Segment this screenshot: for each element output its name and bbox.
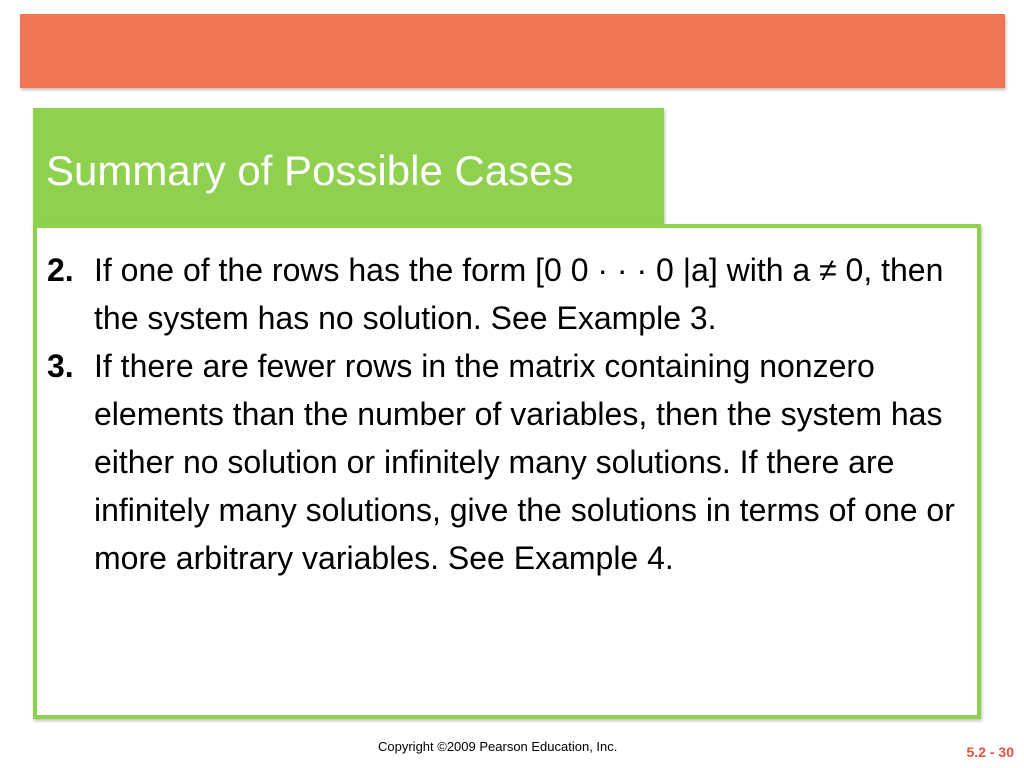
list-item xyxy=(47,342,972,582)
list-item xyxy=(47,246,972,342)
item-text: If one of the rows has the form [0 0 · · · 0 |a] with a ≠ 0, then the system has no solution. See Example 3. xyxy=(94,252,944,336)
copyright-text: Copyright ©2009 Pearson Education, Inc. xyxy=(378,739,618,754)
cases-list xyxy=(47,246,972,582)
page-number: 5.2 - 30 xyxy=(966,744,1014,760)
item-number: 3. xyxy=(47,348,74,384)
slide-title: Summary of Possible Cases xyxy=(46,147,574,194)
title-box xyxy=(33,108,664,226)
item-number: 2. xyxy=(47,252,74,288)
item-text: If there are fewer rows in the matrix containing nonzero elements than the number of variables, then the system has either no solution or infinitely many solutions. If there are infinitely many solutions, give the solutions in terms of one or more arbitrary variables. See Example 4. xyxy=(94,348,955,576)
content-box xyxy=(33,224,981,719)
top-banner xyxy=(20,14,1005,88)
